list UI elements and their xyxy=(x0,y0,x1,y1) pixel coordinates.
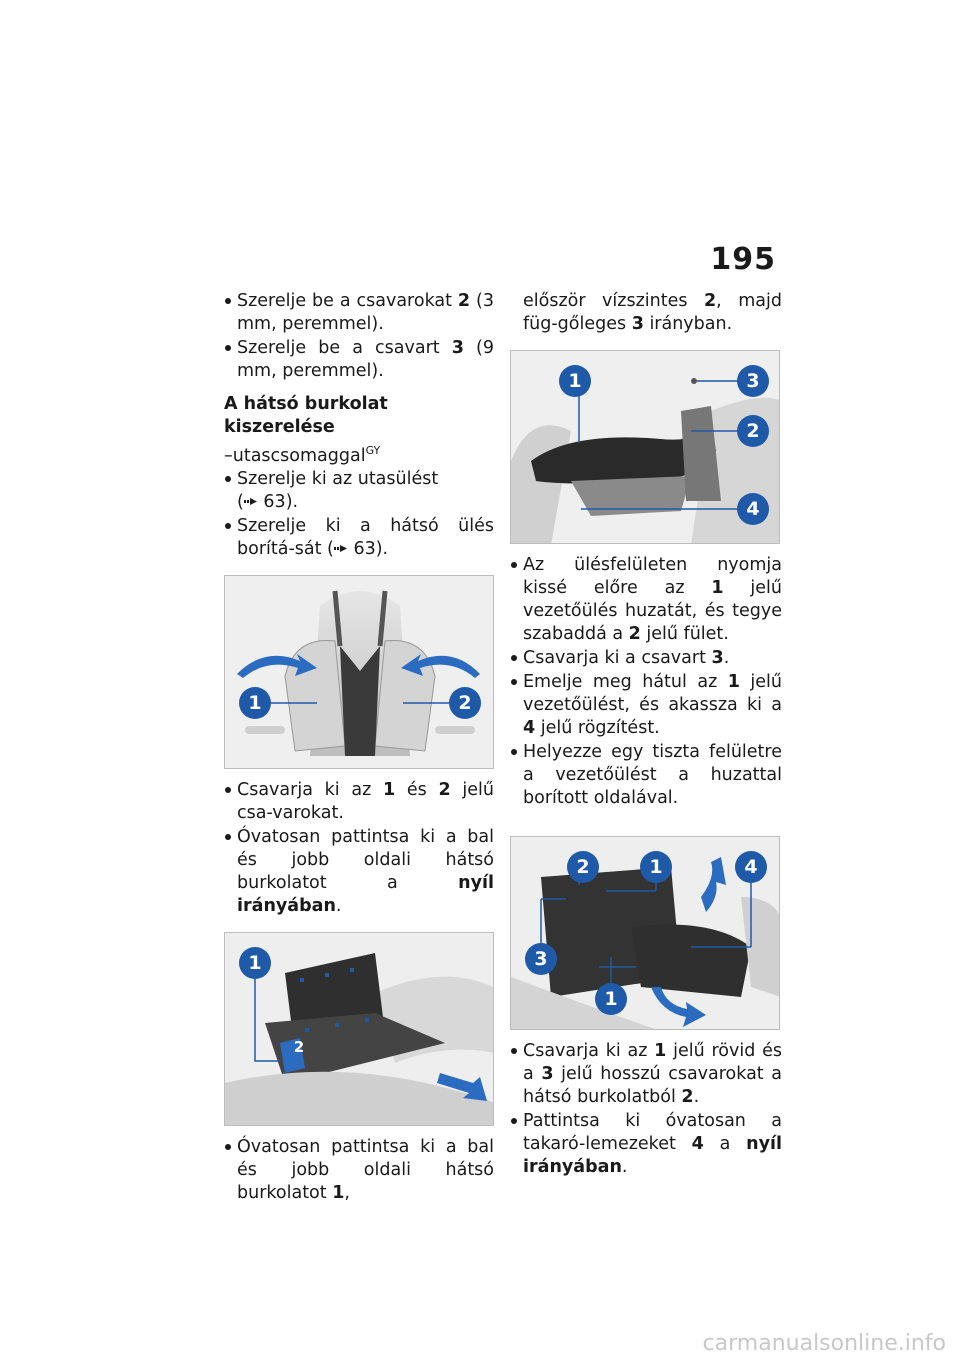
instruction-push-seat-cover: Az ülésfelületen nyomja kissé előre az 1 jelű vezetőülés huzatát, és tegye szabaddá a 2 jelű fület. xyxy=(510,554,782,646)
page-reference-icon xyxy=(244,496,258,507)
callout-2: 2 xyxy=(449,687,481,719)
instruction-install-screw-3: Szerelje be a csavart 3 (9 mm, peremmel). xyxy=(224,337,494,383)
instruction-lift-rider-seat: Emelje meg hátul az 1 jelű vezetőülést, és akassza ki a 4 jelű rögzítést. xyxy=(510,671,782,740)
callout-1: 1 xyxy=(239,687,271,719)
instruction-unclip-rear-panels: Óvatosan pattintsa ki a bal és jobb oldali hátsó burkolatot a nyíl irányában. xyxy=(224,826,494,918)
callout-2-arrow-label: 2 xyxy=(293,1038,305,1056)
continued-text: először vízszintes 2, majd füg-gőleges 3 irányban. xyxy=(523,291,782,334)
instruction-install-screws-2: Szerelje be a csavarokat 2 (3 mm, peremmel). xyxy=(224,290,494,336)
callout-2: 2 xyxy=(737,415,769,447)
instruction-unscrew-screw-3: Csavarja ki a csavart 3. xyxy=(510,647,782,670)
callout-4: 4 xyxy=(735,851,767,883)
instruction-unclip-rear-panel-1: Óvatosan pattintsa ki a bal és jobb oldali hátsó burkolatot 1, xyxy=(224,1136,494,1205)
figure-rear-frame-screws xyxy=(510,836,780,1030)
instruction-remove-seat-cover: Szerelje ki a hátsó ülés borítá-sát ( 63). xyxy=(224,515,494,561)
callout-1: 1 xyxy=(559,365,591,397)
page-number: 195 xyxy=(710,242,776,277)
callout-1-top: 1 xyxy=(640,851,672,883)
section-heading: A hátsó burkolat kiszerelése xyxy=(224,394,388,437)
figure-rear-panels-front xyxy=(224,575,494,769)
right-column xyxy=(510,290,782,1180)
page-reference-icon xyxy=(334,543,348,554)
instruction-unscrew-short-long: Csavarja ki az 1 jelű rövid és a 3 jelű hosszú csavarokat a hátsó burkolatból 2. xyxy=(510,1040,782,1109)
callout-1-bottom: 1 xyxy=(595,983,627,1015)
section-suffix: –utascsomaggal$^{GY}$ xyxy=(224,444,381,466)
instruction-remove-passenger-seat: Szerelje ki az utasülést ( 63). xyxy=(224,468,494,514)
callout-4: 4 xyxy=(737,493,769,525)
callout-3: 3 xyxy=(525,943,557,975)
instruction-place-seat: Helyezze egy tiszta felületre a vezetőülést a huzattal borított oldalával. xyxy=(510,741,782,810)
instruction-unclip-cover-plates: Pattintsa ki óvatosan a takaró-lemezeket 4 a nyíl irányában. xyxy=(510,1110,782,1179)
figure-rider-seat xyxy=(510,350,780,544)
motorcycle-rear-illustration xyxy=(225,576,494,769)
watermark: carmanualsonline.info xyxy=(702,1331,946,1356)
callout-1: 1 xyxy=(239,947,271,979)
left-column xyxy=(224,290,494,1206)
callout-3: 3 xyxy=(737,365,769,397)
instruction-unscrew-1-2: Csavarja ki az 1 és 2 jelű csa-varokat. xyxy=(224,779,494,825)
callout-2: 2 xyxy=(567,851,599,883)
figure-rear-panel-side xyxy=(224,932,494,1126)
